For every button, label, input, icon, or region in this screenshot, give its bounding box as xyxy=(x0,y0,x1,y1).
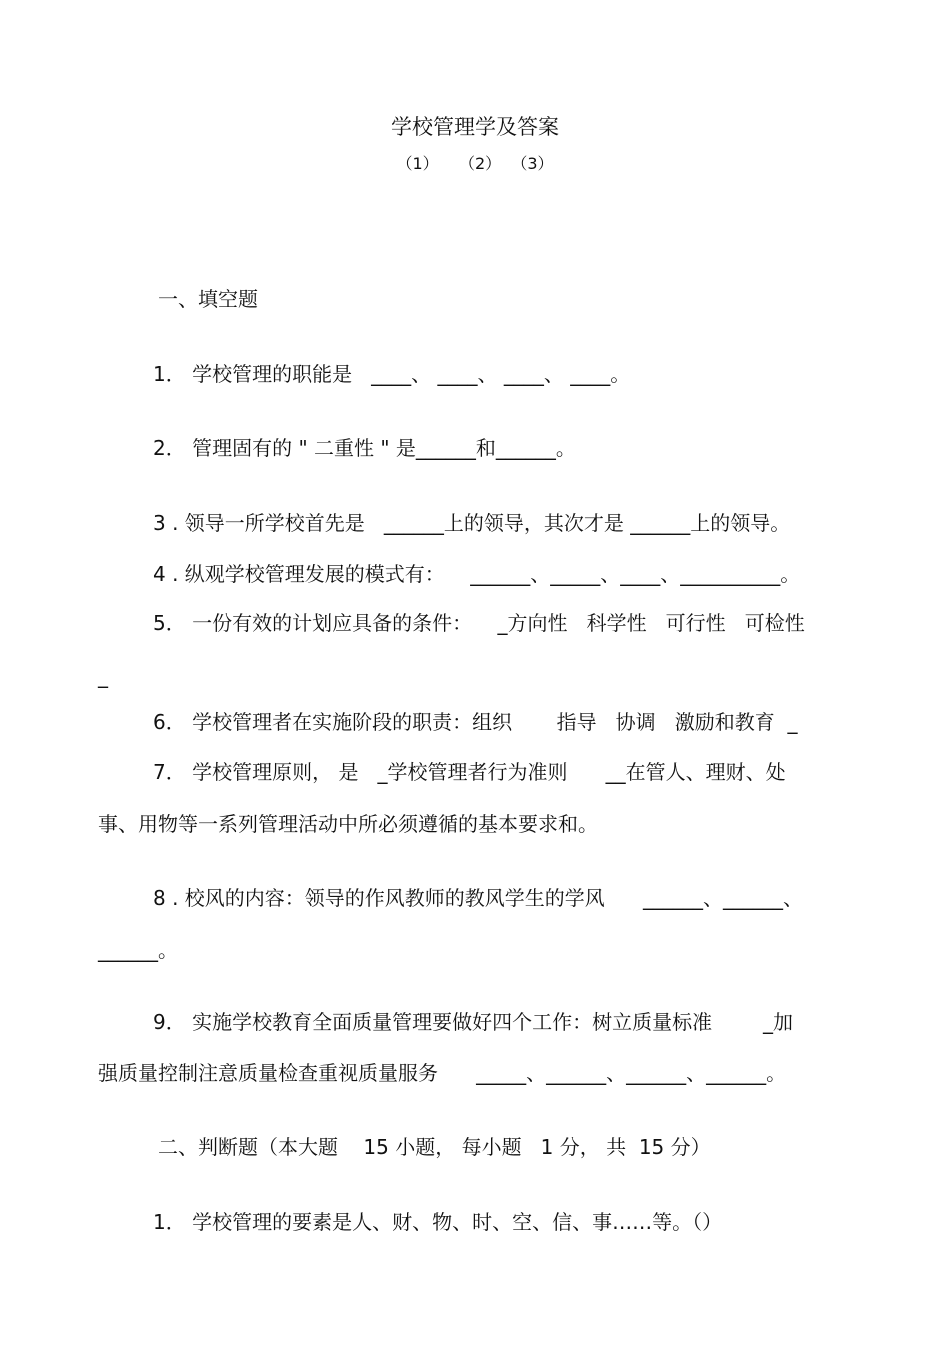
fill-in-question-7-line-2: 事、用物等一系列管理活动中所必须遵循的基本要求和。 xyxy=(98,812,598,836)
fill-in-question-7-line-1: 7． 学校管理原则， 是 _学校管理者行为准则 __在管人、理财、处 xyxy=(153,760,786,784)
fill-in-question-5-continuation: _ xyxy=(98,664,108,688)
section-heading-fill-in: 一、填空题 xyxy=(158,287,258,311)
fill-in-question-6: 6． 学校管理者在实施阶段的职责：组织 指导 协调 激励和教育 _ xyxy=(153,710,798,734)
fill-in-question-9-line-1: 9． 实施学校教育全面质量管理要做好四个工作：树立质量标准 _加 xyxy=(153,1010,793,1034)
document-title: 学校管理学及答案 xyxy=(391,115,559,139)
section-heading-true-false: 二、判断题（本大题 15 小题， 每小题 1 分， 共 15 分） xyxy=(158,1135,711,1159)
fill-in-question-3: 3 . 领导一所学校首先是 ______上的领导，其次才是 ______上的领导。 xyxy=(153,511,791,535)
fill-in-question-8-line-2: ______。 xyxy=(98,938,178,962)
fill-in-question-8-line-1: 8 . 校风的内容：领导的作风教师的教风学生的学风 ______、______、 xyxy=(153,886,803,910)
fill-in-question-4: 4 . 纵观学校管理发展的模式有： ______、_____、____、__________。 xyxy=(153,562,801,586)
fill-in-question-2: 2． 管理固有的 " 二重性 " 是______和______。 xyxy=(153,436,576,460)
fill-in-question-5: 5． 一份有效的计划应具备的条件： _方向性 科学性 可行性 可检性 xyxy=(153,611,805,635)
true-false-question-1: 1． 学校管理的要素是人、财、物、时、空、信、事……等。（） xyxy=(153,1210,723,1234)
fill-in-question-1: 1． 学校管理的职能是 ____、 ____、 ____、 ____。 xyxy=(153,362,631,386)
fill-in-question-9-line-2: 强质量控制注意质量检查重视质量服务 _____、______、______、______。 xyxy=(98,1061,787,1085)
document-subtitle: （1） （2） （3） xyxy=(396,154,554,173)
